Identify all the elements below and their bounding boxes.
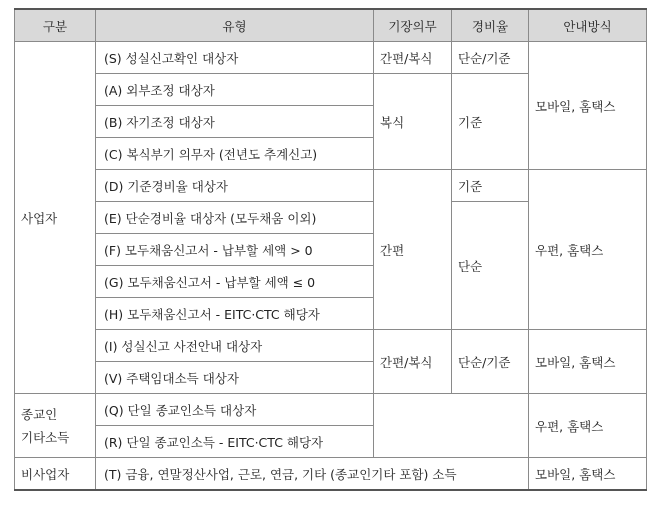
table-row xyxy=(15,330,647,362)
type-cell: (C) 복식부기 의무자 (전년도 추계신고) xyxy=(96,138,374,170)
type-cell: (D) 기준경비율 대상자 xyxy=(96,170,374,202)
type-cell: (I) 성실신고 사전안내 대상자 xyxy=(96,330,374,362)
type-cell: (E) 단순경비율 대상자 (모두채움 이외) xyxy=(96,202,374,234)
table-row xyxy=(15,42,647,74)
type-cell: (G) 모두채움신고서 - 납부할 세액 ≤ 0 xyxy=(96,266,374,298)
expense-cell: 기준 xyxy=(452,170,529,202)
notice-cell: 모바일, 홈택스 xyxy=(529,330,647,394)
type-cell: (R) 단일 종교인소득 - EITC·CTC 해당자 xyxy=(96,426,374,458)
type-cell: (Q) 단일 종교인소득 대상자 xyxy=(96,394,374,426)
category-religious-other: 종교인 기타소득 xyxy=(15,394,96,458)
header-row xyxy=(15,9,647,42)
bookkeeping-cell: 간편/복식 xyxy=(374,330,452,394)
type-cell: (S) 성실신고확인 대상자 xyxy=(96,42,374,74)
empty-cell xyxy=(374,394,529,458)
type-cell: (V) 주택임대소득 대상자 xyxy=(96,362,374,394)
header-category: 구분 xyxy=(15,9,96,42)
notice-cell: 우편, 홈택스 xyxy=(529,170,647,330)
table-row xyxy=(15,458,647,491)
expense-cell: 단순 xyxy=(452,202,529,330)
header-bookkeeping: 기장의무 xyxy=(374,9,452,42)
notice-cell: 모바일, 홈택스 xyxy=(529,42,647,170)
bookkeeping-cell: 복식 xyxy=(374,74,452,170)
notice-cell: 우편, 홈택스 xyxy=(529,394,647,458)
bookkeeping-cell: 간편/복식 xyxy=(374,42,452,74)
category-non-business: 비사업자 xyxy=(15,458,96,491)
type-cell: (H) 모두채움신고서 - EITC·CTC 해당자 xyxy=(96,298,374,330)
table-row xyxy=(15,170,647,202)
category-business: 사업자 xyxy=(15,42,96,394)
header-expense-ratio: 경비율 xyxy=(452,9,529,42)
type-cell: (T) 금융, 연말정산사업, 근로, 연금, 기타 (종교인기타 포함) 소득 xyxy=(96,458,529,491)
table-row xyxy=(15,394,647,426)
bookkeeping-cell: 간편 xyxy=(374,170,452,330)
header-notice-method: 안내방식 xyxy=(529,9,647,42)
header-type: 유형 xyxy=(96,9,374,42)
expense-cell: 단순/기준 xyxy=(452,330,529,394)
notice-cell: 모바일, 홈택스 xyxy=(529,458,647,491)
type-cell: (A) 외부조정 대상자 xyxy=(96,74,374,106)
expense-cell: 단순/기준 xyxy=(452,42,529,74)
type-cell: (F) 모두채움신고서 - 납부할 세액 > 0 xyxy=(96,234,374,266)
expense-cell: 기준 xyxy=(452,74,529,170)
table-container xyxy=(14,8,647,491)
type-cell: (B) 자기조정 대상자 xyxy=(96,106,374,138)
tax-filing-table xyxy=(14,8,647,491)
